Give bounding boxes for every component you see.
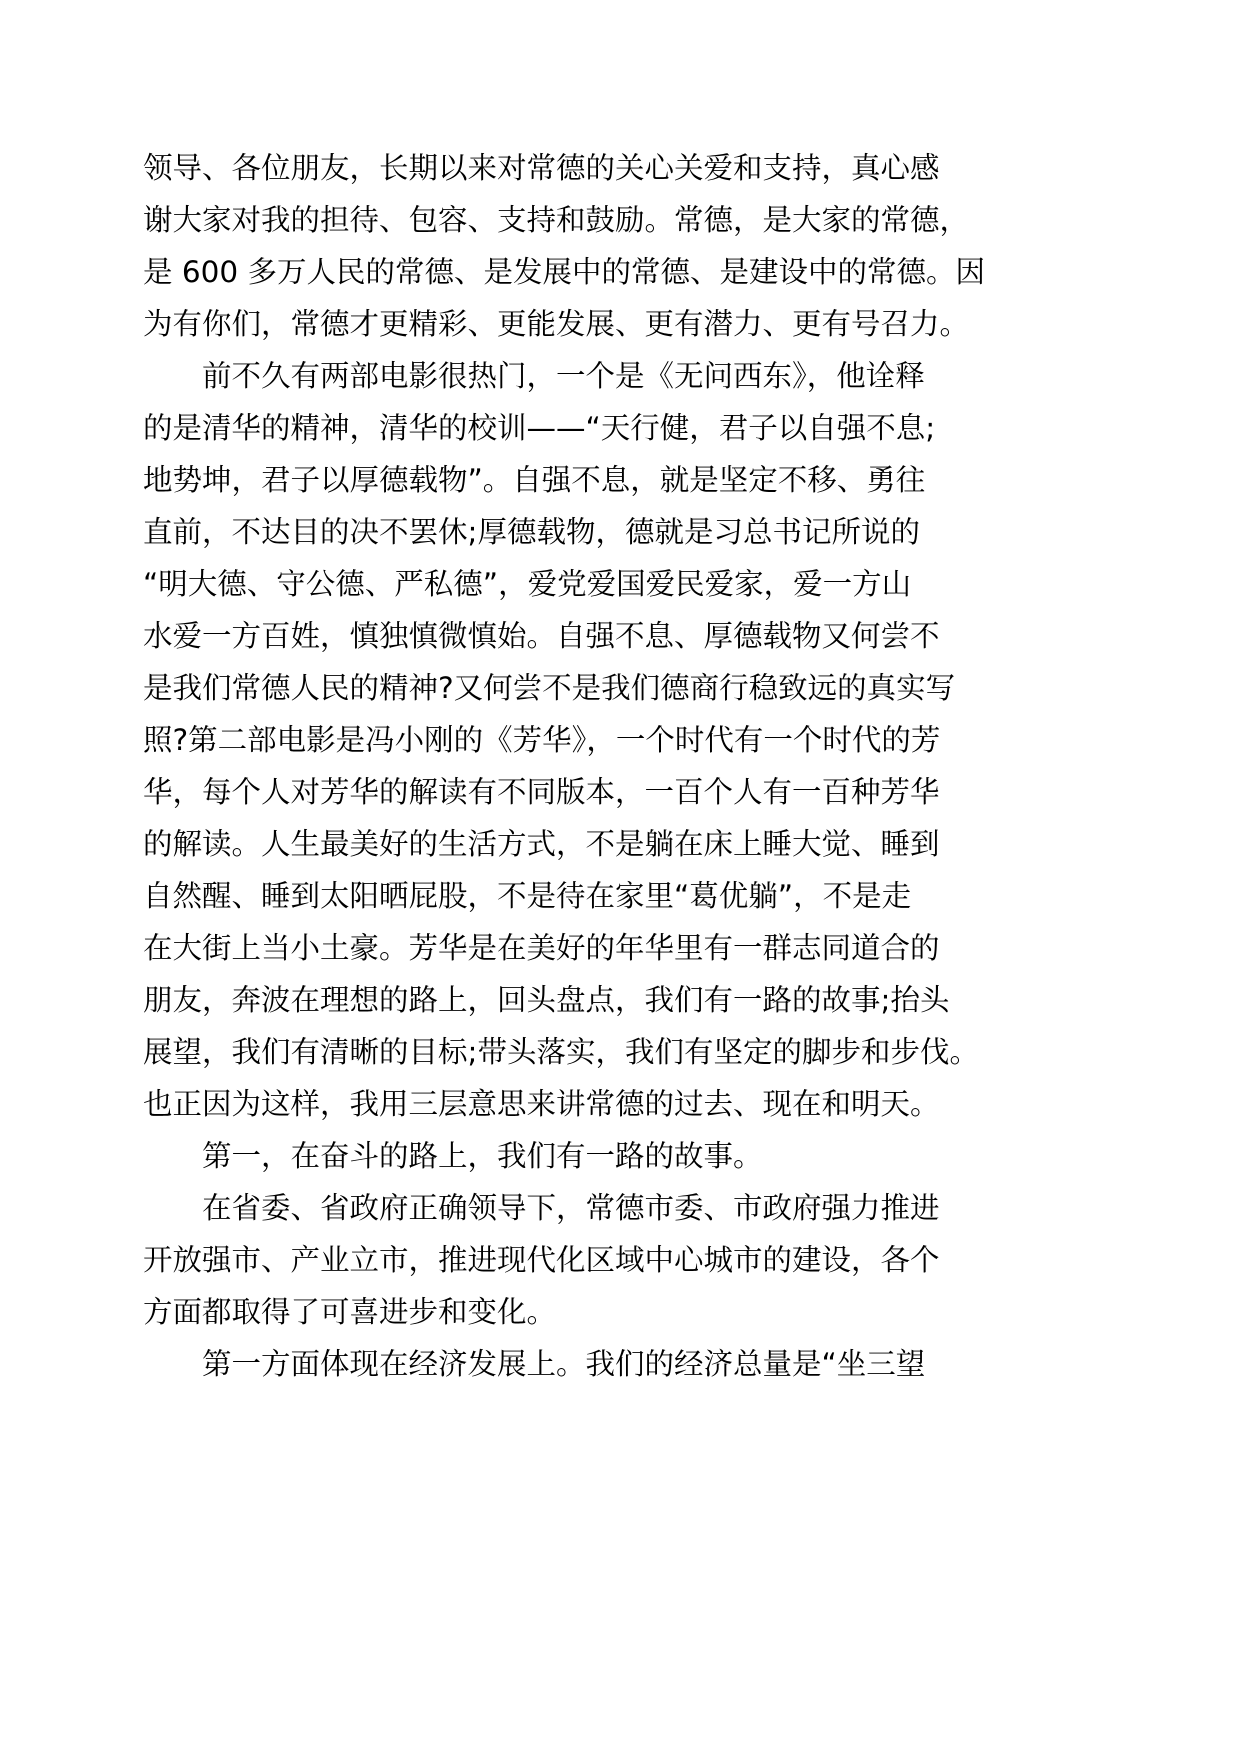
text-line: 领导、各位朋友，长期以来对常德的关心关爱和支持，真心感	[143, 151, 940, 185]
text-line: 方面都取得了可喜进步和变化。	[143, 1295, 557, 1329]
text-line: 开放强市、产业立市，推进现代化区域中心城市的建设，各个	[143, 1243, 940, 1277]
text-line: “明大德、守公德、严私德”，爱党爱国爱民爱家，爱一方山	[143, 567, 912, 601]
text-line: 第一，在奋斗的路上，我们有一路的故事。	[202, 1139, 763, 1173]
text-line: 水爱一方百姓，慎独慎微慎始。自强不息、厚德载物又何尝不	[143, 619, 940, 653]
text-line: 第一方面体现在经济发展上。我们的经济总量是“坐三望	[202, 1347, 926, 1381]
text-line: 谢大家对我的担待、包容、支持和鼓励。常德，是大家的常德，	[143, 203, 970, 237]
paragraph-economy	[143, 1338, 1003, 1390]
text-line: 朋友，奔波在理想的路上，回头盘点，我们有一路的故事;抬头	[143, 983, 950, 1017]
text-line: 自然醒、睡到太阳晒屁股，不是待在家里“葛优躺”，不是走	[143, 879, 912, 913]
text-line: 在省委、省政府正确领导下，常德市委、市政府强力推进	[202, 1191, 940, 1225]
body-text	[143, 142, 1003, 1390]
text-line: 华，每个人对芳华的解读有不同版本，一百个人有一百种芳华	[143, 775, 940, 809]
text-line: 是 600 多万人民的常德、是发展中的常德、是建设中的常德。因	[143, 255, 986, 289]
paragraph-section-heading	[143, 1130, 1003, 1182]
text-line: 照?第二部电影是冯小刚的《芳华》，一个时代有一个时代的芳	[143, 723, 941, 757]
text-line: 的解读。人生最美好的生活方式，不是躺在床上睡大觉、睡到	[143, 827, 940, 861]
text-line: 为有你们，常德才更精彩、更能发展、更有潜力、更有号召力。	[143, 307, 970, 341]
text-line: 的是清华的精神，清华的校训——“天行健，君子以自强不息;	[143, 411, 936, 445]
text-line: 前不久有两部电影很热门，一个是《无问西东》，他诠释	[202, 359, 925, 393]
text-line: 在大街上当小土豪。芳华是在美好的年华里有一群志同道合的	[143, 931, 940, 965]
text-line: 展望，我们有清晰的目标;带头落实，我们有坚定的脚步和步伐。	[143, 1035, 979, 1069]
text-line: 也正因为这样，我用三层意思来讲常德的过去、现在和明天。	[143, 1087, 940, 1121]
text-line: 直前，不达目的决不罢休;厚德载物，德就是习总书记所说的	[143, 515, 920, 549]
text-line: 地势坤，君子以厚德载物”。自强不息，就是坚定不移、勇往	[143, 463, 926, 497]
paragraph-two-films	[143, 350, 1003, 1130]
paragraph-continued	[143, 142, 1003, 350]
text-line: 是我们常德人民的精神?又何尝不是我们德商行稳致远的真实写	[143, 671, 956, 705]
paragraph-leadership	[143, 1182, 1003, 1338]
